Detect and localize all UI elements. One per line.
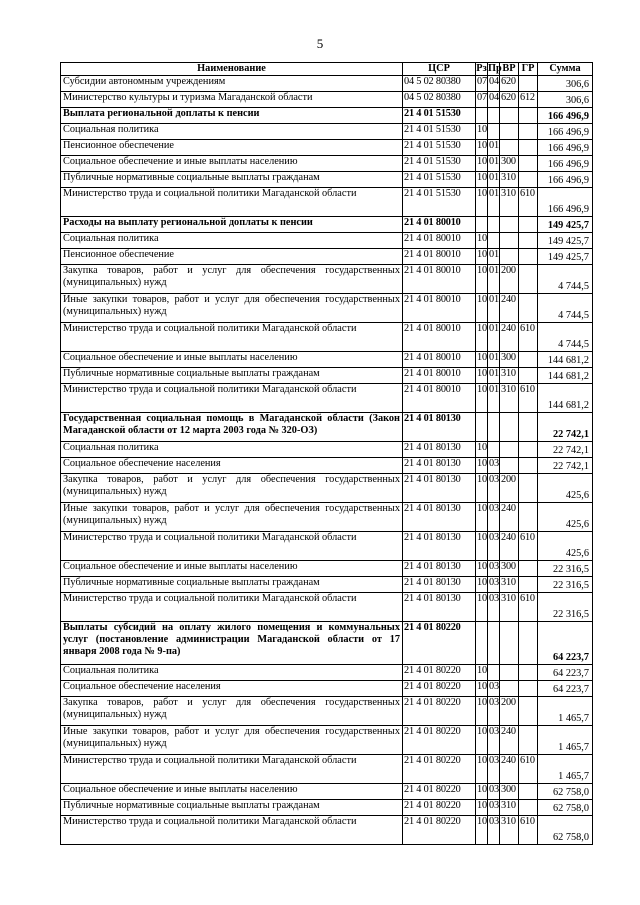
cell-pr: 01 xyxy=(488,188,500,217)
cell-gr xyxy=(519,140,538,156)
table-row xyxy=(61,726,593,755)
cell-sum: 149 425,7 xyxy=(538,249,593,265)
table-row xyxy=(61,561,593,577)
cell-gr xyxy=(519,76,538,92)
cell-gr xyxy=(519,413,538,442)
cell-name: Министерство труда и социальной политики Магаданской области xyxy=(61,384,403,413)
cell-rz: 10 xyxy=(476,593,488,622)
cell-rz: 10 xyxy=(476,124,488,140)
cell-name: Министерство культуры и туризма Магаданской области xyxy=(61,92,403,108)
cell-vr: 240 xyxy=(500,755,519,784)
cell-gr xyxy=(519,217,538,233)
cell-sum: 425,6 xyxy=(538,474,593,503)
table-row xyxy=(61,156,593,172)
cell-sum: 144 681,2 xyxy=(538,384,593,413)
cell-name: Иные закупки товаров, работ и услуг для обеспечения государственных (муниципальных) нужд xyxy=(61,726,403,755)
cell-sum: 306,6 xyxy=(538,92,593,108)
cell-sum: 1 465,7 xyxy=(538,755,593,784)
cell-csr: 21 4 01 80010 xyxy=(403,323,476,352)
cell-sum: 149 425,7 xyxy=(538,217,593,233)
cell-vr xyxy=(500,442,519,458)
cell-rz: 10 xyxy=(476,577,488,593)
cell-gr xyxy=(519,665,538,681)
cell-vr: 310 xyxy=(500,800,519,816)
table-row xyxy=(61,442,593,458)
cell-vr xyxy=(500,665,519,681)
cell-sum: 22 316,5 xyxy=(538,593,593,622)
cell-rz: 10 xyxy=(476,233,488,249)
cell-pr xyxy=(488,413,500,442)
cell-name: Пенсионное обеспечение xyxy=(61,140,403,156)
cell-gr xyxy=(519,561,538,577)
cell-gr xyxy=(519,474,538,503)
cell-vr: 310 xyxy=(500,188,519,217)
header-vr: ВР xyxy=(500,63,519,76)
cell-csr: 21 4 01 80010 xyxy=(403,368,476,384)
cell-pr: 03 xyxy=(488,755,500,784)
cell-gr xyxy=(519,800,538,816)
cell-gr xyxy=(519,458,538,474)
cell-name: Социальное обеспечение и иные выплаты населению xyxy=(61,561,403,577)
cell-pr xyxy=(488,233,500,249)
cell-gr: 612 xyxy=(519,92,538,108)
cell-rz: 10 xyxy=(476,249,488,265)
cell-csr: 21 4 01 80010 xyxy=(403,384,476,413)
table-row xyxy=(61,233,593,249)
cell-pr: 03 xyxy=(488,503,500,532)
cell-rz: 10 xyxy=(476,784,488,800)
cell-rz: 10 xyxy=(476,265,488,294)
cell-pr xyxy=(488,442,500,458)
cell-name: Публичные нормативные социальные выплаты гражданам xyxy=(61,368,403,384)
cell-csr: 21 4 01 80220 xyxy=(403,726,476,755)
cell-vr: 310 xyxy=(500,593,519,622)
cell-rz: 10 xyxy=(476,352,488,368)
cell-name: Публичные нормативные социальные выплаты гражданам xyxy=(61,172,403,188)
cell-gr: 610 xyxy=(519,816,538,845)
cell-rz xyxy=(476,622,488,665)
table-row xyxy=(61,622,593,665)
cell-gr xyxy=(519,172,538,188)
cell-rz: 10 xyxy=(476,442,488,458)
cell-csr: 04 5 02 80380 xyxy=(403,76,476,92)
cell-name: Публичные нормативные социальные выплаты гражданам xyxy=(61,800,403,816)
table-row xyxy=(61,784,593,800)
cell-pr: 01 xyxy=(488,323,500,352)
header-gr: ГР xyxy=(519,63,538,76)
cell-name: Социальное обеспечение и иные выплаты населению xyxy=(61,352,403,368)
cell-pr: 01 xyxy=(488,140,500,156)
cell-csr: 21 4 01 80010 xyxy=(403,265,476,294)
cell-name: Закупка товаров, работ и услуг для обеспечения государственных (муниципальных) нужд xyxy=(61,474,403,503)
cell-gr: 610 xyxy=(519,323,538,352)
cell-gr xyxy=(519,577,538,593)
cell-rz: 10 xyxy=(476,474,488,503)
cell-name: Социальная политика xyxy=(61,124,403,140)
cell-vr: 300 xyxy=(500,156,519,172)
table-row xyxy=(61,124,593,140)
cell-name: Государственная социальная помощь в Магаданской области (Закон Магаданской области от 12 марта 2003 года № 320-ОЗ) xyxy=(61,413,403,442)
cell-name: Социальное обеспечение населения xyxy=(61,681,403,697)
cell-sum: 22 742,1 xyxy=(538,458,593,474)
cell-csr: 21 4 01 80010 xyxy=(403,294,476,323)
table-row xyxy=(61,577,593,593)
cell-csr: 21 4 01 80010 xyxy=(403,233,476,249)
table-row xyxy=(61,352,593,368)
cell-vr: 240 xyxy=(500,532,519,561)
cell-csr: 21 4 01 80130 xyxy=(403,577,476,593)
cell-vr: 200 xyxy=(500,697,519,726)
cell-gr xyxy=(519,784,538,800)
cell-rz: 10 xyxy=(476,681,488,697)
cell-gr xyxy=(519,265,538,294)
cell-name: Министерство труда и социальной политики Магаданской области xyxy=(61,532,403,561)
cell-gr: 610 xyxy=(519,755,538,784)
cell-csr: 21 4 01 80220 xyxy=(403,784,476,800)
cell-csr: 21 4 01 80130 xyxy=(403,593,476,622)
table-row xyxy=(61,665,593,681)
cell-pr: 03 xyxy=(488,800,500,816)
table-row xyxy=(61,368,593,384)
cell-gr xyxy=(519,503,538,532)
cell-sum: 22 316,5 xyxy=(538,561,593,577)
table-row xyxy=(61,681,593,697)
cell-csr: 21 4 01 80130 xyxy=(403,561,476,577)
cell-csr: 21 4 01 80220 xyxy=(403,755,476,784)
cell-gr xyxy=(519,124,538,140)
table-row xyxy=(61,458,593,474)
cell-csr: 21 4 01 80220 xyxy=(403,622,476,665)
cell-vr xyxy=(500,249,519,265)
cell-gr xyxy=(519,681,538,697)
table-row xyxy=(61,697,593,726)
cell-rz: 10 xyxy=(476,384,488,413)
table-row xyxy=(61,294,593,323)
cell-rz: 10 xyxy=(476,294,488,323)
cell-rz: 10 xyxy=(476,140,488,156)
cell-pr: 01 xyxy=(488,384,500,413)
cell-sum: 166 496,9 xyxy=(538,172,593,188)
cell-vr: 310 xyxy=(500,577,519,593)
header-sum: Сумма xyxy=(538,63,593,76)
cell-rz: 10 xyxy=(476,458,488,474)
cell-csr: 21 4 01 80130 xyxy=(403,532,476,561)
cell-rz: 10 xyxy=(476,726,488,755)
table-row xyxy=(61,172,593,188)
cell-rz: 10 xyxy=(476,156,488,172)
cell-gr xyxy=(519,233,538,249)
cell-vr: 200 xyxy=(500,474,519,503)
cell-pr xyxy=(488,108,500,124)
cell-pr: 01 xyxy=(488,368,500,384)
cell-csr: 21 4 01 80220 xyxy=(403,816,476,845)
cell-csr: 21 4 01 80220 xyxy=(403,665,476,681)
cell-csr: 04 5 02 80380 xyxy=(403,92,476,108)
cell-csr: 21 4 01 80220 xyxy=(403,800,476,816)
cell-rz: 10 xyxy=(476,368,488,384)
cell-name: Расходы на выплату региональной доплаты к пенсии xyxy=(61,217,403,233)
cell-sum: 1 465,7 xyxy=(538,726,593,755)
cell-csr: 21 4 01 80130 xyxy=(403,442,476,458)
cell-sum: 22 316,5 xyxy=(538,577,593,593)
cell-rz: 10 xyxy=(476,532,488,561)
cell-gr xyxy=(519,352,538,368)
cell-sum: 166 496,9 xyxy=(538,108,593,124)
cell-vr: 300 xyxy=(500,784,519,800)
cell-pr xyxy=(488,665,500,681)
cell-csr: 21 4 01 80220 xyxy=(403,697,476,726)
table-row xyxy=(61,108,593,124)
cell-gr: 610 xyxy=(519,384,538,413)
cell-csr: 21 4 01 80010 xyxy=(403,352,476,368)
cell-rz: 10 xyxy=(476,816,488,845)
cell-gr xyxy=(519,108,538,124)
table-row xyxy=(61,474,593,503)
cell-vr xyxy=(500,681,519,697)
cell-csr: 21 4 01 80010 xyxy=(403,249,476,265)
cell-gr xyxy=(519,294,538,323)
table-row xyxy=(61,800,593,816)
cell-pr: 01 xyxy=(488,249,500,265)
cell-rz xyxy=(476,217,488,233)
cell-pr: 01 xyxy=(488,265,500,294)
cell-rz: 10 xyxy=(476,503,488,532)
cell-vr: 310 xyxy=(500,368,519,384)
cell-csr: 21 4 01 51530 xyxy=(403,188,476,217)
table-row xyxy=(61,384,593,413)
cell-rz: 10 xyxy=(476,697,488,726)
cell-name: Иные закупки товаров, работ и услуг для обеспечения государственных (муниципальных) нужд xyxy=(61,503,403,532)
cell-gr: 610 xyxy=(519,188,538,217)
table-header-row xyxy=(61,63,593,76)
cell-sum: 166 496,9 xyxy=(538,156,593,172)
cell-csr: 21 4 01 80220 xyxy=(403,681,476,697)
table-row xyxy=(61,593,593,622)
cell-gr xyxy=(519,249,538,265)
cell-vr: 240 xyxy=(500,294,519,323)
cell-pr: 03 xyxy=(488,474,500,503)
cell-rz: 10 xyxy=(476,665,488,681)
cell-pr: 04 xyxy=(488,92,500,108)
cell-gr xyxy=(519,156,538,172)
cell-sum: 4 744,5 xyxy=(538,265,593,294)
cell-rz: 10 xyxy=(476,323,488,352)
cell-vr: 620 xyxy=(500,92,519,108)
cell-gr xyxy=(519,726,538,755)
cell-gr xyxy=(519,622,538,665)
cell-name: Закупка товаров, работ и услуг для обеспечения государственных (муниципальных) нужд xyxy=(61,265,403,294)
table-row xyxy=(61,188,593,217)
cell-name: Социальная политика xyxy=(61,665,403,681)
cell-rz: 07 xyxy=(476,92,488,108)
cell-csr: 21 4 01 80130 xyxy=(403,413,476,442)
header-name: Наименование xyxy=(61,63,403,76)
cell-vr xyxy=(500,108,519,124)
cell-sum: 64 223,7 xyxy=(538,681,593,697)
cell-sum: 166 496,9 xyxy=(538,188,593,217)
cell-pr: 03 xyxy=(488,593,500,622)
cell-sum: 4 744,5 xyxy=(538,323,593,352)
cell-rz: 07 xyxy=(476,76,488,92)
cell-name: Иные закупки товаров, работ и услуг для обеспечения государственных (муниципальных) нужд xyxy=(61,294,403,323)
cell-pr: 03 xyxy=(488,561,500,577)
cell-vr xyxy=(500,124,519,140)
table-row xyxy=(61,217,593,233)
cell-pr xyxy=(488,622,500,665)
cell-rz: 10 xyxy=(476,800,488,816)
cell-vr: 240 xyxy=(500,726,519,755)
cell-name: Социальное обеспечение и иные выплаты населению xyxy=(61,156,403,172)
cell-vr: 310 xyxy=(500,384,519,413)
cell-csr: 21 4 01 51530 xyxy=(403,124,476,140)
cell-pr: 01 xyxy=(488,352,500,368)
cell-sum: 306,6 xyxy=(538,76,593,92)
cell-sum: 62 758,0 xyxy=(538,800,593,816)
cell-name: Социальная политика xyxy=(61,442,403,458)
cell-pr: 03 xyxy=(488,681,500,697)
cell-name: Закупка товаров, работ и услуг для обеспечения государственных (муниципальных) нужд xyxy=(61,697,403,726)
cell-sum: 64 223,7 xyxy=(538,622,593,665)
cell-sum: 166 496,9 xyxy=(538,140,593,156)
cell-pr: 01 xyxy=(488,156,500,172)
cell-vr: 240 xyxy=(500,503,519,532)
cell-vr: 300 xyxy=(500,352,519,368)
table-row xyxy=(61,92,593,108)
table-row xyxy=(61,503,593,532)
cell-pr: 04 xyxy=(488,76,500,92)
cell-sum: 149 425,7 xyxy=(538,233,593,249)
cell-vr xyxy=(500,217,519,233)
cell-csr: 21 4 01 80010 xyxy=(403,217,476,233)
cell-name: Субсидии автономным учреждениям xyxy=(61,76,403,92)
cell-csr: 21 4 01 80130 xyxy=(403,503,476,532)
cell-pr: 03 xyxy=(488,726,500,755)
cell-sum: 425,6 xyxy=(538,503,593,532)
table-row xyxy=(61,532,593,561)
cell-csr: 21 4 01 51530 xyxy=(403,108,476,124)
cell-sum: 144 681,2 xyxy=(538,368,593,384)
cell-csr: 21 4 01 80130 xyxy=(403,458,476,474)
cell-rz: 10 xyxy=(476,172,488,188)
cell-gr xyxy=(519,368,538,384)
cell-vr xyxy=(500,233,519,249)
cell-name: Выплаты субсидий на оплату жилого помещения и коммунальных услуг (постановление администрации Магаданской области от 17 января 2008 года № 9-па) xyxy=(61,622,403,665)
cell-pr xyxy=(488,124,500,140)
cell-vr xyxy=(500,622,519,665)
cell-pr: 03 xyxy=(488,532,500,561)
cell-gr xyxy=(519,697,538,726)
table-row xyxy=(61,249,593,265)
cell-sum: 166 496,9 xyxy=(538,124,593,140)
cell-vr: 200 xyxy=(500,265,519,294)
header-csr: ЦСР xyxy=(403,63,476,76)
cell-name: Министерство труда и социальной политики Магаданской области xyxy=(61,755,403,784)
page-number: 5 xyxy=(316,36,324,51)
cell-csr: 21 4 01 51530 xyxy=(403,172,476,188)
cell-name: Социальное обеспечение населения xyxy=(61,458,403,474)
cell-pr: 03 xyxy=(488,577,500,593)
cell-rz: 10 xyxy=(476,188,488,217)
table-row xyxy=(61,140,593,156)
cell-rz: 10 xyxy=(476,561,488,577)
cell-vr: 240 xyxy=(500,323,519,352)
cell-sum: 4 744,5 xyxy=(538,294,593,323)
cell-name: Пенсионное обеспечение xyxy=(61,249,403,265)
cell-vr: 310 xyxy=(500,172,519,188)
cell-sum: 62 758,0 xyxy=(538,816,593,845)
table-body xyxy=(61,76,593,845)
cell-vr: 300 xyxy=(500,561,519,577)
table-row xyxy=(61,76,593,92)
cell-gr: 610 xyxy=(519,593,538,622)
header-rz: Рз xyxy=(476,63,487,74)
cell-gr: 610 xyxy=(519,532,538,561)
budget-table xyxy=(60,62,593,845)
cell-csr: 21 4 01 51530 xyxy=(403,156,476,172)
table-row xyxy=(61,265,593,294)
cell-pr: 03 xyxy=(488,784,500,800)
cell-sum: 22 742,1 xyxy=(538,413,593,442)
cell-pr: 03 xyxy=(488,697,500,726)
cell-rz xyxy=(476,108,488,124)
cell-pr: 01 xyxy=(488,172,500,188)
cell-gr xyxy=(519,442,538,458)
cell-pr: 01 xyxy=(488,294,500,323)
cell-name: Министерство труда и социальной политики Магаданской области xyxy=(61,323,403,352)
cell-sum: 22 742,1 xyxy=(538,442,593,458)
cell-sum: 64 223,7 xyxy=(538,665,593,681)
cell-vr xyxy=(500,413,519,442)
table-row xyxy=(61,323,593,352)
cell-sum: 62 758,0 xyxy=(538,784,593,800)
table-row xyxy=(61,755,593,784)
table-row xyxy=(61,816,593,845)
cell-sum: 425,6 xyxy=(538,532,593,561)
cell-rz xyxy=(476,413,488,442)
header-pr: Пр xyxy=(488,63,502,74)
cell-name: Министерство труда и социальной политики Магаданской области xyxy=(61,593,403,622)
cell-vr xyxy=(500,140,519,156)
cell-pr xyxy=(488,217,500,233)
cell-rz: 10 xyxy=(476,755,488,784)
cell-pr: 03 xyxy=(488,458,500,474)
cell-name: Выплата региональной доплаты к пенсии xyxy=(61,108,403,124)
cell-pr: 03 xyxy=(488,816,500,845)
cell-name: Публичные нормативные социальные выплаты гражданам xyxy=(61,577,403,593)
cell-name: Министерство труда и социальной политики Магаданской области xyxy=(61,816,403,845)
cell-vr xyxy=(500,458,519,474)
cell-csr: 21 4 01 80130 xyxy=(403,474,476,503)
cell-csr: 21 4 01 51530 xyxy=(403,140,476,156)
table-row xyxy=(61,413,593,442)
cell-name: Министерство труда и социальной политики Магаданской области xyxy=(61,188,403,217)
cell-sum: 1 465,7 xyxy=(538,697,593,726)
cell-vr: 310 xyxy=(500,816,519,845)
cell-name: Социальное обеспечение и иные выплаты населению xyxy=(61,784,403,800)
cell-vr: 620 xyxy=(500,76,519,92)
cell-name: Социальная политика xyxy=(61,233,403,249)
cell-sum: 144 681,2 xyxy=(538,352,593,368)
